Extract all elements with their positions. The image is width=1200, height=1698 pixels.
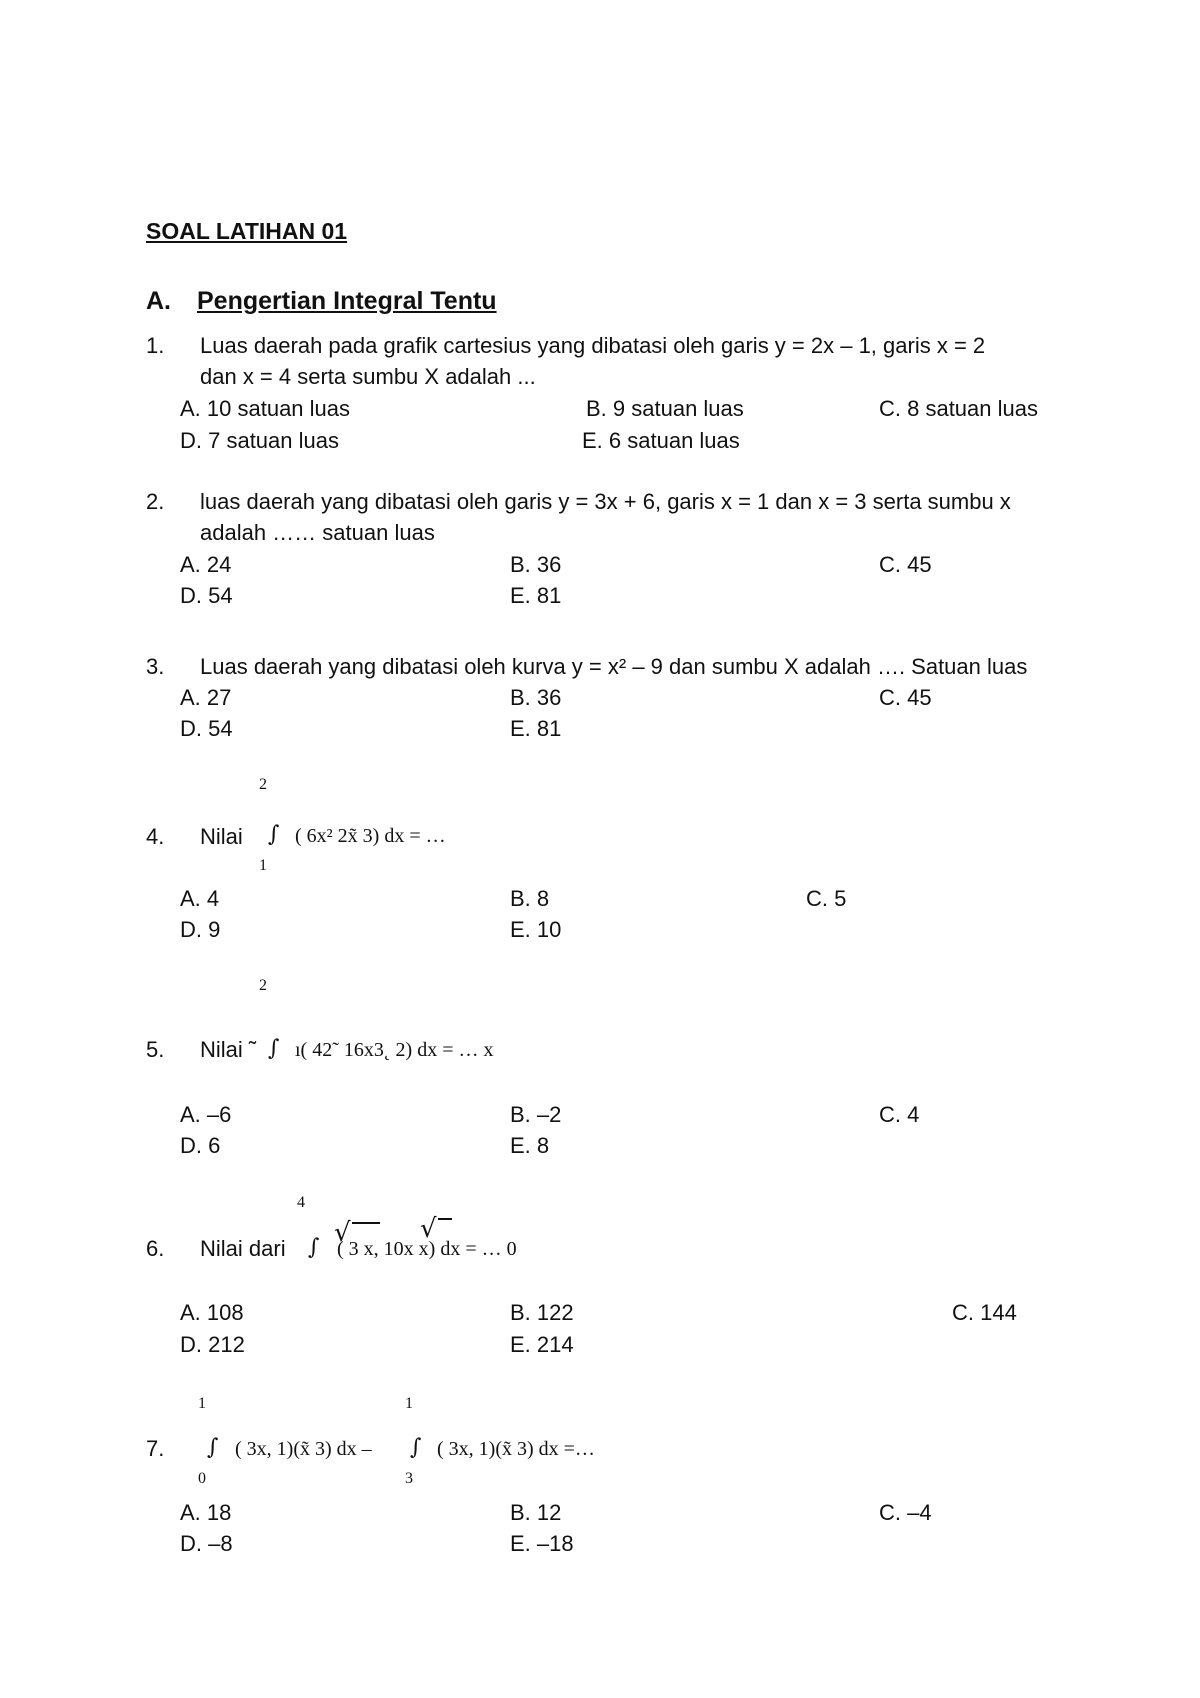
option-c[interactable]: C. 45 [879,552,932,577]
question-number: 4. [146,824,165,849]
square-root-icon: √ [420,1214,437,1244]
option-a[interactable]: A. 18 [180,1500,232,1525]
square-root-icon: √ [334,1218,351,1248]
question-number: 3. [146,654,165,679]
question-number: 2. [146,489,165,514]
root-bar [352,1222,380,1224]
option-d[interactable]: D. –8 [180,1531,233,1556]
option-b[interactable]: B. 36 [510,552,562,577]
option-c[interactable]: C. 45 [879,685,932,710]
option-c[interactable]: C. 8 satuan luas [879,396,1038,421]
option-c[interactable]: C. –4 [879,1500,932,1525]
option-b[interactable]: B. 12 [510,1500,562,1525]
integral-sign-icon: ∫ [308,1235,320,1260]
question-number: 6. [146,1236,165,1261]
option-b[interactable]: B. 36 [510,685,562,710]
option-d[interactable]: D. 212 [180,1332,245,1357]
option-a[interactable]: A. 24 [180,552,232,577]
option-a[interactable]: A. 4 [180,886,220,911]
question-number: 7. [146,1436,165,1461]
question-number: 1. [146,333,165,358]
integral-expression: ( 6x² 2x̃ 3) dx = … [295,825,446,847]
question-text-line2: adalah …… satuan luas [200,520,435,545]
option-e[interactable]: E. 6 satuan luas [582,428,740,453]
option-a[interactable]: A. 10 satuan luas [180,396,351,421]
option-b[interactable]: B. –2 [510,1102,562,1127]
option-e[interactable]: E. 10 [510,917,562,942]
option-d[interactable]: D. 54 [180,583,233,608]
integral-expression: ı( 42˜ 16x3˛ 2) dx = … x [295,1039,494,1061]
integral-upper-limit: 1 [405,1395,413,1412]
option-e[interactable]: E. –18 [510,1531,574,1556]
integral-lower-limit: 3 [405,1470,413,1487]
question-text-line2: dan x = 4 serta sumbu X adalah ... [200,364,536,389]
option-e[interactable]: E. 81 [510,583,562,608]
option-a[interactable]: A. –6 [180,1102,232,1127]
option-a[interactable]: A. 27 [180,685,232,710]
option-e[interactable]: E. 81 [510,716,562,741]
question-label: Nilai [200,824,243,849]
option-d[interactable]: D. 7 satuan luas [180,428,339,453]
option-a[interactable]: A. 108 [180,1300,244,1325]
integral-lower-limit: 0 [198,1470,206,1487]
question-text-line1: Luas daerah yang dibatasi oleh kurva y = x² – 9 dan sumbu X adalah …. Satuan luas [200,654,1028,679]
option-c[interactable]: C. 5 [806,886,847,911]
option-d[interactable]: D. 9 [180,917,221,942]
integral-sign-icon: ∫ [410,1435,422,1460]
option-c[interactable]: C. 144 [952,1300,1017,1325]
option-d[interactable]: D. 6 [180,1133,221,1158]
integral-upper-limit: 4 [297,1194,305,1211]
question-text-line1: luas daerah yang dibatasi oleh garis y = 3x + 6, garis x = 1 dan x = 3 serta sumbu x [200,489,1011,514]
option-e[interactable]: E. 8 [510,1133,550,1158]
question-text-line1: Luas daerah pada grafik cartesius yang dibatasi oleh garis y = 2x – 1, garis x = 2 [200,333,986,358]
integral-sign-icon: ∫ [268,1036,280,1061]
option-e[interactable]: E. 214 [510,1332,574,1357]
integral-expression: ( 3x, 1)(x̃ 3) dx – [235,1438,372,1460]
integral-upper-limit: 2 [259,977,267,994]
integral-expression: ( 3x, 1)(x̃ 3) dx =… [437,1438,595,1460]
option-c[interactable]: C. 4 [879,1102,920,1127]
question-label: Nilai dari [200,1236,286,1261]
option-b[interactable]: B. 9 satuan luas [586,396,744,421]
question-label: Nilai ˜ [200,1037,257,1062]
page-title: SOAL LATIHAN 01 [146,218,348,244]
integral-sign-icon: ∫ [268,822,280,847]
integral-lower-limit: 1 [259,857,267,874]
section-letter: A. [146,287,171,315]
option-b[interactable]: B. 8 [510,886,550,911]
option-d[interactable]: D. 54 [180,716,233,741]
section-title: Pengertian Integral Tentu [197,287,497,315]
question-number: 5. [146,1037,165,1062]
root-bar [438,1218,452,1220]
integral-expression: ( 3 x, 10x x) dx = … 0 [337,1238,517,1260]
integral-upper-limit: 2 [259,776,267,793]
integral-sign-icon: ∫ [207,1435,219,1460]
option-b[interactable]: B. 122 [510,1300,574,1325]
integral-upper-limit: 1 [198,1395,206,1412]
